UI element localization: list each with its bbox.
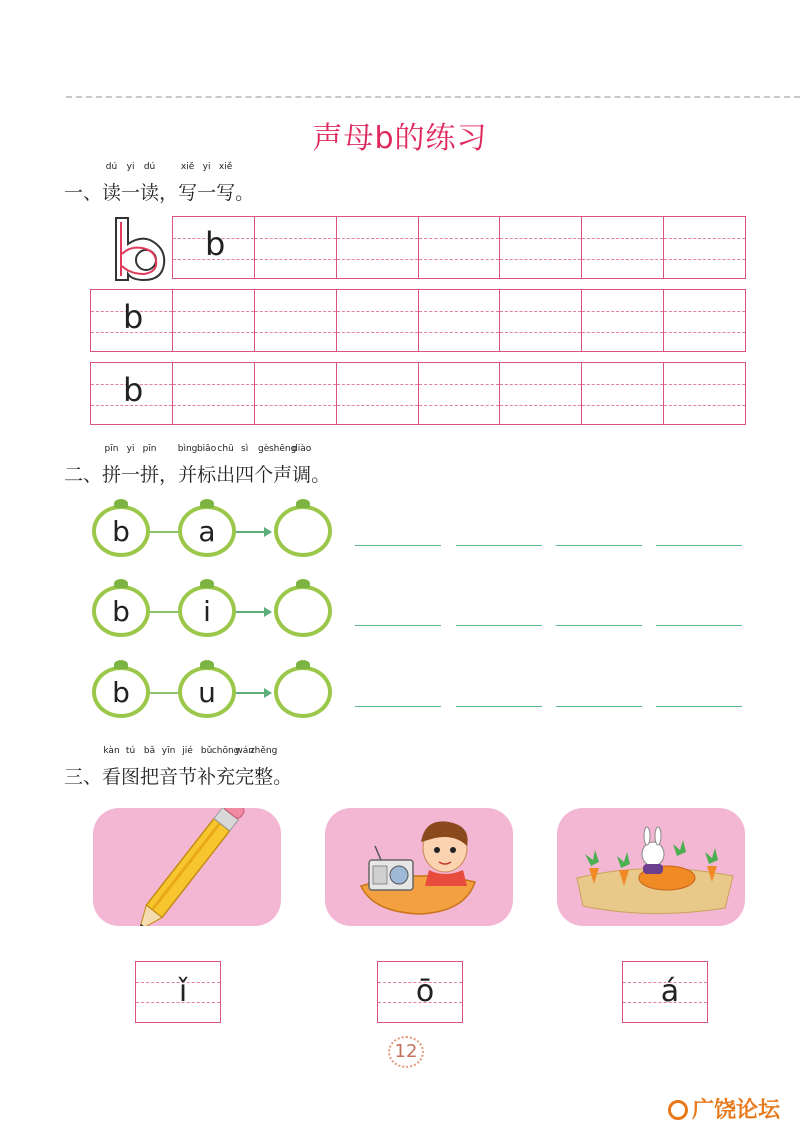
tone-answer-line[interactable] xyxy=(656,706,742,707)
pinyin-annotation: chōng xyxy=(211,746,240,756)
sample-letter: b xyxy=(123,371,144,409)
grid-cell xyxy=(337,217,419,278)
big-letter-b xyxy=(108,214,170,284)
grid-cell xyxy=(664,363,745,424)
section2-char: 并 bìng xyxy=(177,444,198,486)
pinyin-annotation: chū xyxy=(217,444,234,454)
grid-cell xyxy=(173,217,255,278)
tone-answer-line[interactable] xyxy=(355,625,441,626)
grid-cell xyxy=(500,363,582,424)
grid-cell xyxy=(419,290,501,351)
boy-radio-icon xyxy=(325,808,513,926)
pinyin-annotation: yi xyxy=(202,162,211,172)
writing-grid-row-1 xyxy=(172,216,746,279)
arrow-right-icon xyxy=(264,607,272,617)
dash-connector xyxy=(150,531,178,533)
boy-radio-picture xyxy=(325,808,513,926)
pinyin-annotation: dú xyxy=(105,162,118,172)
section2-char: 一 yi xyxy=(121,444,141,486)
grid-cell xyxy=(337,363,419,424)
pinyin-annotation: yīn xyxy=(161,746,176,756)
section3-char: 图 tú xyxy=(121,746,141,788)
pinyin-annotation: xiě xyxy=(180,162,195,172)
given-final: ō xyxy=(415,974,435,1009)
tone-answer-line[interactable] xyxy=(456,625,542,626)
grid-cell xyxy=(173,290,255,351)
arrow-line xyxy=(236,531,264,533)
section2-char: 标 biāo xyxy=(196,444,217,486)
grid-cell xyxy=(500,290,582,351)
section2-char: 个 gè xyxy=(254,444,274,486)
pinyin-annotation: pīn xyxy=(142,444,157,454)
rabbit-carrot-picture xyxy=(557,808,745,926)
section1-char: 写 xiě xyxy=(178,162,198,204)
section3-char: 充 chōng xyxy=(211,746,240,788)
dash-connector xyxy=(150,692,178,694)
page-title: 声母b的练习 xyxy=(312,121,488,156)
grid-cell xyxy=(255,363,337,424)
pinyin-annotation: jié xyxy=(182,746,193,756)
grid-cell xyxy=(582,217,664,278)
writing-grid-row-2 xyxy=(90,289,746,352)
syllable-answer-box[interactable] xyxy=(377,961,463,1023)
melon-leaf-icon xyxy=(114,660,128,669)
pinyin-annotation: diào xyxy=(292,444,312,454)
final-melon: u xyxy=(178,666,236,718)
tone-answer-line[interactable] xyxy=(456,706,542,707)
arrow-line xyxy=(236,692,264,694)
initial-melon: b xyxy=(92,505,150,557)
tone-answer-line[interactable] xyxy=(556,545,642,546)
final-melon: a xyxy=(178,505,236,557)
grid-cell xyxy=(255,217,337,278)
section-3-number: 三、 xyxy=(64,766,103,788)
pinyin-annotation: xiě xyxy=(218,162,233,172)
grid-cell xyxy=(91,290,173,351)
top-dashed-divider xyxy=(66,96,800,98)
pencil-picture xyxy=(93,808,281,926)
section-2-heading xyxy=(64,444,331,487)
given-final: ǐ xyxy=(178,974,188,1009)
melon-leaf-icon xyxy=(296,660,310,669)
tone-answer-line[interactable] xyxy=(355,706,441,707)
section2-char: 拼 pīn xyxy=(140,444,160,486)
syllable-answer-box[interactable] xyxy=(622,961,708,1023)
tone-answer-line[interactable] xyxy=(556,625,642,626)
section2-char: 四 sì xyxy=(235,444,255,486)
section1-char: 一 yi xyxy=(121,162,141,204)
section3-char: 看 kàn xyxy=(102,746,122,788)
melon-leaf-icon xyxy=(296,499,310,508)
grid-cell xyxy=(255,290,337,351)
page-number: 12 xyxy=(388,1036,424,1068)
section3-char: 音 yīn xyxy=(159,746,179,788)
grid-cell xyxy=(419,363,501,424)
tone-answer-line[interactable] xyxy=(656,545,742,546)
pinyin-annotation: bǔ xyxy=(200,746,213,756)
pinyin-annotation: biāo xyxy=(196,444,217,454)
melon-leaf-icon xyxy=(200,499,214,508)
pinyin-annotation: yi xyxy=(126,162,135,172)
pinyin-annotation: wán xyxy=(235,746,254,756)
section3-char: 整 zhěng xyxy=(249,746,278,788)
pinyin-annotation: yi xyxy=(126,444,135,454)
grid-cell xyxy=(91,363,173,424)
writing-grid-row-3 xyxy=(90,362,746,425)
arrow-line xyxy=(236,611,264,613)
pinyin-annotation: kàn xyxy=(103,746,120,756)
grid-cell xyxy=(337,290,419,351)
pencil-icon xyxy=(93,808,281,926)
pinyin-annotation: bìng xyxy=(177,444,198,454)
grid-cell xyxy=(664,217,745,278)
section2-char: 。 xyxy=(311,464,331,486)
tone-answer-line[interactable] xyxy=(456,545,542,546)
dash-connector xyxy=(150,611,178,613)
section-3-heading xyxy=(64,746,293,789)
syllable-answer-box[interactable] xyxy=(135,961,221,1023)
grid-cell xyxy=(664,290,745,351)
tone-answer-line[interactable] xyxy=(556,706,642,707)
section1-char: 写 xiě xyxy=(216,162,236,204)
sample-letter: b xyxy=(205,225,226,263)
section2-char: 拼 pīn xyxy=(102,444,122,486)
section-1-number: 一、 xyxy=(64,182,103,204)
section3-char: 把 bǎ xyxy=(140,746,160,788)
given-final: á xyxy=(660,974,680,1009)
section3-char: 完 wán xyxy=(235,746,255,788)
result-melon xyxy=(274,585,332,637)
melon-leaf-icon xyxy=(296,579,310,588)
grid-cell xyxy=(500,217,582,278)
pinyin-annotation: dú xyxy=(143,162,156,172)
brand-logo-icon xyxy=(668,1100,688,1120)
arrow-right-icon xyxy=(264,688,272,698)
section3-char: 补 bǔ xyxy=(197,746,217,788)
grid-cell xyxy=(173,363,255,424)
pinyin-annotation: shēng xyxy=(268,444,297,454)
brand-logo xyxy=(668,1093,780,1124)
section-2-number: 二、 xyxy=(64,464,103,486)
section1-char: 一 yi xyxy=(197,162,217,204)
arrow-right-icon xyxy=(264,527,272,537)
rabbit-carrot-icon xyxy=(557,808,745,926)
section1-char: ， xyxy=(159,182,179,204)
section-1-heading xyxy=(64,162,255,205)
pinyin-annotation: pīn xyxy=(104,444,119,454)
grid-cell xyxy=(419,217,501,278)
pinyin-annotation: gè xyxy=(258,444,270,454)
section2-char: 调 diào xyxy=(292,444,312,486)
melon-leaf-icon xyxy=(114,499,128,508)
initial-melon: b xyxy=(92,585,150,637)
section1-char: 读 dú xyxy=(102,162,122,204)
pinyin-annotation: zhěng xyxy=(249,746,278,756)
sample-letter: b xyxy=(123,298,144,336)
pinyin-annotation: sì xyxy=(241,444,249,454)
melon-leaf-icon xyxy=(114,579,128,588)
section1-char: 。 xyxy=(235,182,255,204)
final-melon: i xyxy=(178,585,236,637)
grid-cell xyxy=(582,290,664,351)
section2-char: ， xyxy=(159,464,179,486)
tone-answer-line[interactable] xyxy=(355,545,441,546)
initial-melon: b xyxy=(92,666,150,718)
melon-leaf-icon xyxy=(200,579,214,588)
grid-cell xyxy=(582,363,664,424)
brand-text: 广饶论坛 xyxy=(692,1098,781,1123)
melon-leaf-icon xyxy=(200,660,214,669)
section3-char: 。 xyxy=(273,766,293,788)
pinyin-annotation: tú xyxy=(125,746,136,756)
result-melon xyxy=(274,666,332,718)
pinyin-annotation: bǎ xyxy=(143,746,156,756)
section3-char: 节 jié xyxy=(178,746,198,788)
tone-answer-line[interactable] xyxy=(656,625,742,626)
section1-char: 读 dú xyxy=(140,162,160,204)
result-melon xyxy=(274,505,332,557)
section2-char: 出 chū xyxy=(216,444,236,486)
section2-char: 声 shēng xyxy=(268,444,297,486)
